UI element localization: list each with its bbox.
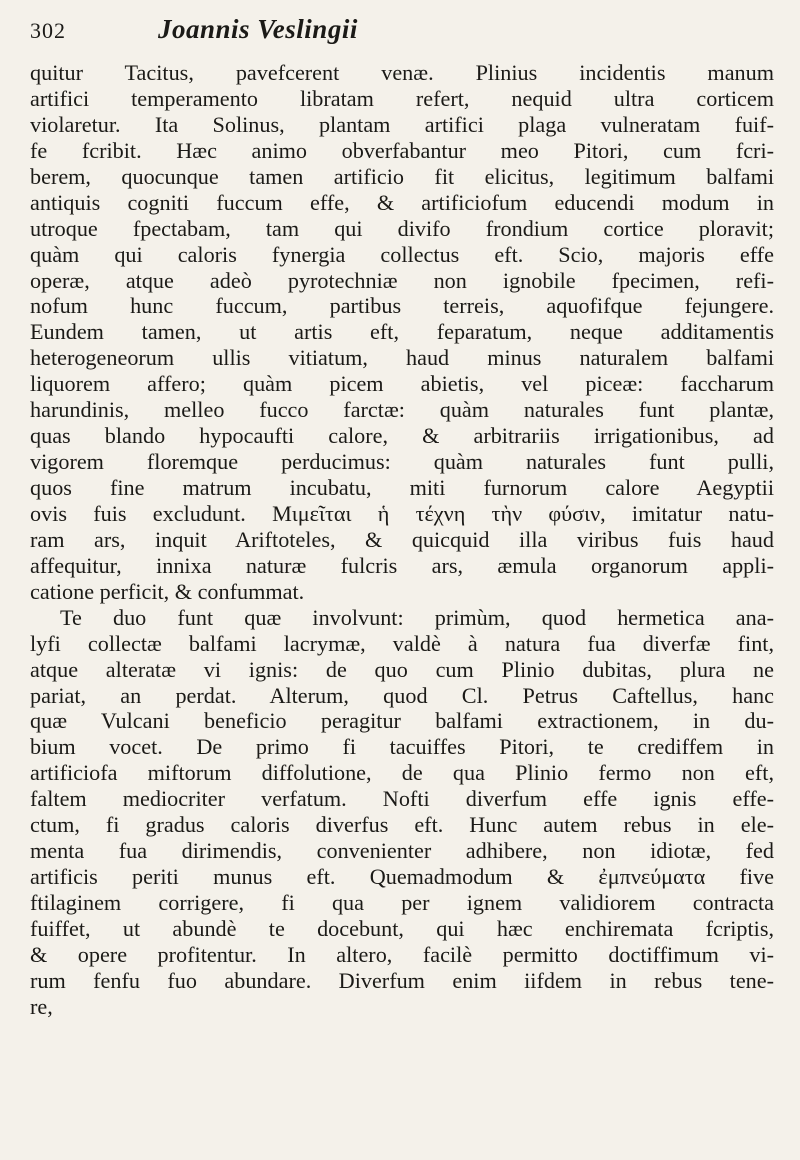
text-line: vigorem floremque perducimus: quàm naturales funt pulli,: [30, 449, 774, 475]
text-line: heterogeneorum ullis vitiatum, haud minus naturalem balfami: [30, 345, 774, 371]
text-line: faltem mediocriter verfatum. Nofti diverfum effe ignis effe-: [30, 786, 774, 812]
text-line: artifici temperamento libratam refert, nequid ultra corticem: [30, 85, 774, 111]
catchword: re,: [30, 993, 53, 1019]
text-line: Eundem tamen, ut artis eft, feparatum, neque additamentis: [30, 319, 774, 345]
running-head: Joannis Veslingii: [158, 14, 358, 44]
text-line: quæ Vulcani beneficio peragitur balfami extractionem, in du-: [30, 708, 774, 734]
text-line: artificiofa miftorum diffolutione, de qua Plinio fermo non eft,: [30, 760, 774, 786]
text-line: fe fcribit. Hæc animo obverfabantur meo Pitori, cum fcri-: [30, 137, 774, 163]
text-line: menta fua dirimendis, convenienter adhibere, non idiotæ, fed: [30, 838, 774, 864]
text-line: catione perficit, & confummat.: [30, 578, 305, 604]
text-line: bium vocet. De primo fi tacuiffes Pitori, te crediffem in: [30, 734, 774, 760]
page-header: [30, 14, 774, 58]
text-line: quos fine matrum incubatu, miti furnorum calore Aegyptii: [30, 475, 774, 500]
text-line: quàm qui caloris fynergia collectus eft. Scio, majoris effe: [30, 241, 774, 267]
text-line: quas blando hypocaufti calore, & arbitrariis irrigationibus, ad: [30, 423, 774, 449]
text-line: operæ, atque adeò pyrotechniæ non ignobile fpecimen, refi-: [30, 267, 774, 293]
text-line: nofum hunc fuccum, partibus terreis, aquofifque fejungere.: [30, 293, 774, 319]
body-text: [30, 60, 774, 1020]
text-line: berem, quocunque tamen artificio fit elicitus, legitimum balfami: [30, 163, 774, 189]
text-line: liquorem affero; quàm picem abietis, vel piceæ: faccharum: [30, 371, 774, 397]
text-line: Te duo funt quæ involvunt: primùm, quod hermetica ana-: [60, 604, 774, 630]
text-line: & opere profitentur. In altero, facilè permitto doctiffimum vi-: [30, 941, 774, 967]
text-line: utroque fpectabam, tam qui divifo frondium cortice ploravit;: [30, 215, 774, 241]
page-number: 302: [30, 18, 66, 43]
text-line: quitur Tacitus, pavefcerent venæ. Plinius incidentis manum: [30, 60, 774, 85]
text-line: artificis periti munus eft. Quemadmodum & ἐμπνεύματα five: [30, 864, 774, 890]
text-line: rum fenfu fuo abundare. Diverfum enim iifdem in rebus tene-: [30, 967, 774, 993]
text-line: fuiffet, ut abundè te docebunt, qui hæc enchiremata fcriptis,: [30, 915, 774, 941]
text-line: violaretur. Ita Solinus, plantam artifici plaga vulneratam fuif-: [30, 111, 774, 137]
text-line: lyfi collectæ balfami lacrymæ, valdè à natura fua diverfæ fint,: [30, 630, 774, 656]
text-line: ram ars, inquit Ariftoteles, & quicquid illa viribus fuis haud: [30, 526, 774, 552]
text-line: harundinis, melleo fucco farctæ: quàm naturales funt plantæ,: [30, 397, 774, 423]
text-line: antiquis cogniti fuccum effe, & artificiofum educendi modum in: [30, 189, 774, 215]
text-line: pariat, an perdat. Alterum, quod Cl. Petrus Caftellus, hanc: [30, 682, 774, 708]
text-line: ovis fuis excludunt. Μιμεῖται ἡ τέχνη τὴν φύσιν, imitatur natu-: [30, 500, 774, 526]
text-line: atque alteratæ vi ignis: de quo cum Plinio dubitas, plura ne: [30, 656, 774, 682]
text-line: affequitur, innixa naturæ fulcris ars, æmula organorum appli-: [30, 552, 774, 578]
text-line: ftilaginem corrigere, fi qua per ignem validiorem contracta: [30, 890, 774, 915]
text-line: ctum, fi gradus caloris diverfus eft. Hunc autem rebus in ele-: [30, 812, 774, 838]
